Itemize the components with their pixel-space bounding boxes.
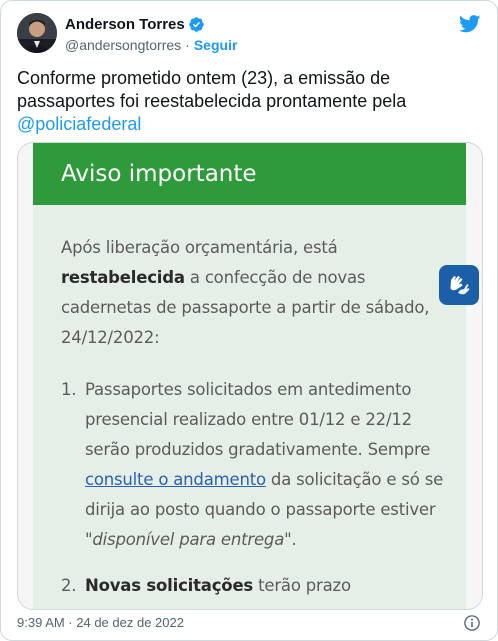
handle-row <box>65 37 237 53</box>
item1-text-before: Passaportes solicitados em antedimento presencial realizado entre 01/12 e 22/12 serão produzidos gradativamente. Sempre <box>85 380 431 459</box>
notice-title: Aviso importante <box>61 161 257 187</box>
item1-italic: "disponível para entrega" <box>85 530 292 549</box>
notice-para-after: a confecção de novas cadernetas de passaporte a partir de sábado, 24/12/2022: <box>61 268 430 347</box>
notice-header <box>33 143 466 205</box>
name-row <box>65 16 205 33</box>
notice-list <box>61 375 461 595</box>
tweet-body: Conforme prometido ontem (23), a emissão de passaportes foi reestabelecida prontamente pela <box>17 68 407 111</box>
item2-bold: Novas solicitações <box>85 576 254 595</box>
notice-para-before: Após liberação orçamentária, está <box>61 238 338 257</box>
verified-badge-icon <box>188 16 205 33</box>
handle[interactable]: @andersongtorres <box>65 37 182 53</box>
info-icon[interactable] <box>463 614 481 632</box>
separator: · <box>185 37 190 53</box>
accessibility-button[interactable] <box>439 265 479 305</box>
item1-text-after: . <box>291 530 297 549</box>
item1-text-middle: da solicitação e só se dirija ao posto quando o passaporte estiver <box>85 470 444 519</box>
item-number: 2. <box>61 576 77 595</box>
notice-item-2 <box>61 571 351 601</box>
follow-button[interactable]: Seguir <box>193 37 238 53</box>
display-name[interactable]: Anderson Torres <box>65 16 185 33</box>
item2-text-after: terão prazo <box>253 576 351 595</box>
tweet-media[interactable] <box>17 142 483 610</box>
timestamp[interactable]: 9:39 AM · 24 de dez de 2022 <box>17 615 184 630</box>
tweet-header <box>17 13 481 57</box>
avatar[interactable] <box>17 13 57 53</box>
sign-language-hands-icon <box>445 271 473 299</box>
tweet-text <box>17 67 483 136</box>
twitter-bird-icon[interactable] <box>459 15 481 33</box>
item-number: 1. <box>61 380 77 399</box>
consult-status-link: consulte o andamento <box>85 470 266 489</box>
notice-image <box>33 143 466 610</box>
mention-link[interactable]: @policiafederal <box>17 114 142 134</box>
notice-para-bold: restabelecida <box>61 268 185 287</box>
notice-item-1 <box>61 375 461 555</box>
notice-paragraph <box>61 233 456 353</box>
